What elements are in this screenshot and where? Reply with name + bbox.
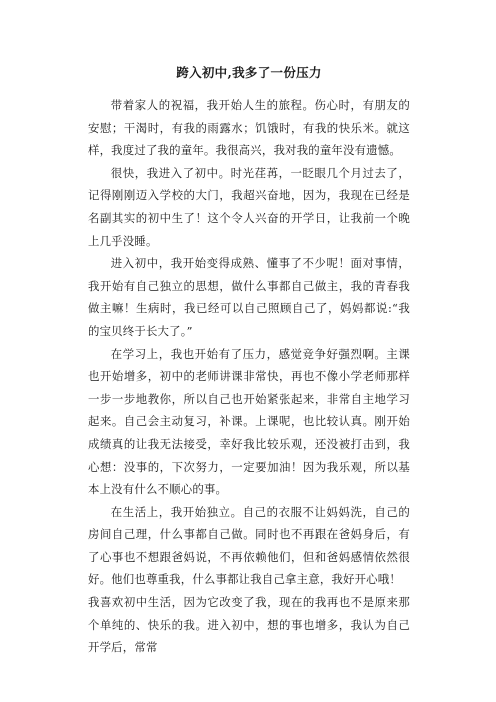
paragraph-1: 带着家人的祝福，我开始人生的旅程。伤心时，有朋友的安慰；干渴时，有我的雨露水；饥饿时，有我的快乐米。就这样，我度过了我的童年。我很高兴，我对我的童年没有遗憾。 <box>88 98 410 158</box>
paragraph-2: 很快，我进入了初中。时光荏苒，一眨眼几个月过去了，记得刚刚迈入学校的大门，我超兴奋地，因为，我现在已经是名副其实的初中生了！这个令人兴奋的开学日，让我前一个晚上几乎没睡。 <box>88 165 410 248</box>
document-title: 跨入初中,我多了一份压力 <box>176 65 322 80</box>
paragraph-6: 我喜欢初中生活，因为它改变了我，现在的我再也不是原来那个单纯的、快乐的我。进入初中，想的事也增多，我认为自己开学后，常常 <box>88 595 410 655</box>
paragraph-3: 进入初中，我开始变得成熟、懂事了不少呢！面对事情，我开始有自己独立的思想，做什么事都自己做主，我的青春我做主嘛！生病时，我已经可以自己照顾自己了，妈妈都说:“我的宝贝终于长大了。” <box>88 256 410 338</box>
paragraph-4: 在学习上，我也开始有了压力，感觉竞争好强烈啊。主课也开始增多，初中的老师讲课非常快，再也不像小学老师那样一步一步地教你，所以自己也开始紧张起来，非常自主地学习起来。自己会主动复习，补课。上课呢，也比较认真。刚开始成绩真的让我无法接受，幸好我比较乐观，还没被打击到，我心想：没事的，下次努力，一定要加油！因为我乐观，所以基本上没有什么不顺心的事。 <box>88 346 410 497</box>
document-page <box>88 64 410 659</box>
paragraph-5: 在生活上，我开始独立。自己的衣服不让妈妈洗，自己的房间自己理，什么事都自己做。同时也不再跟在爸妈身后，有了心事也不想跟爸妈说，不再依赖他们，但和爸妈感情依然很好。他们也尊重我，什么事都让我自己拿主意，我好开心哦！ <box>88 504 410 587</box>
